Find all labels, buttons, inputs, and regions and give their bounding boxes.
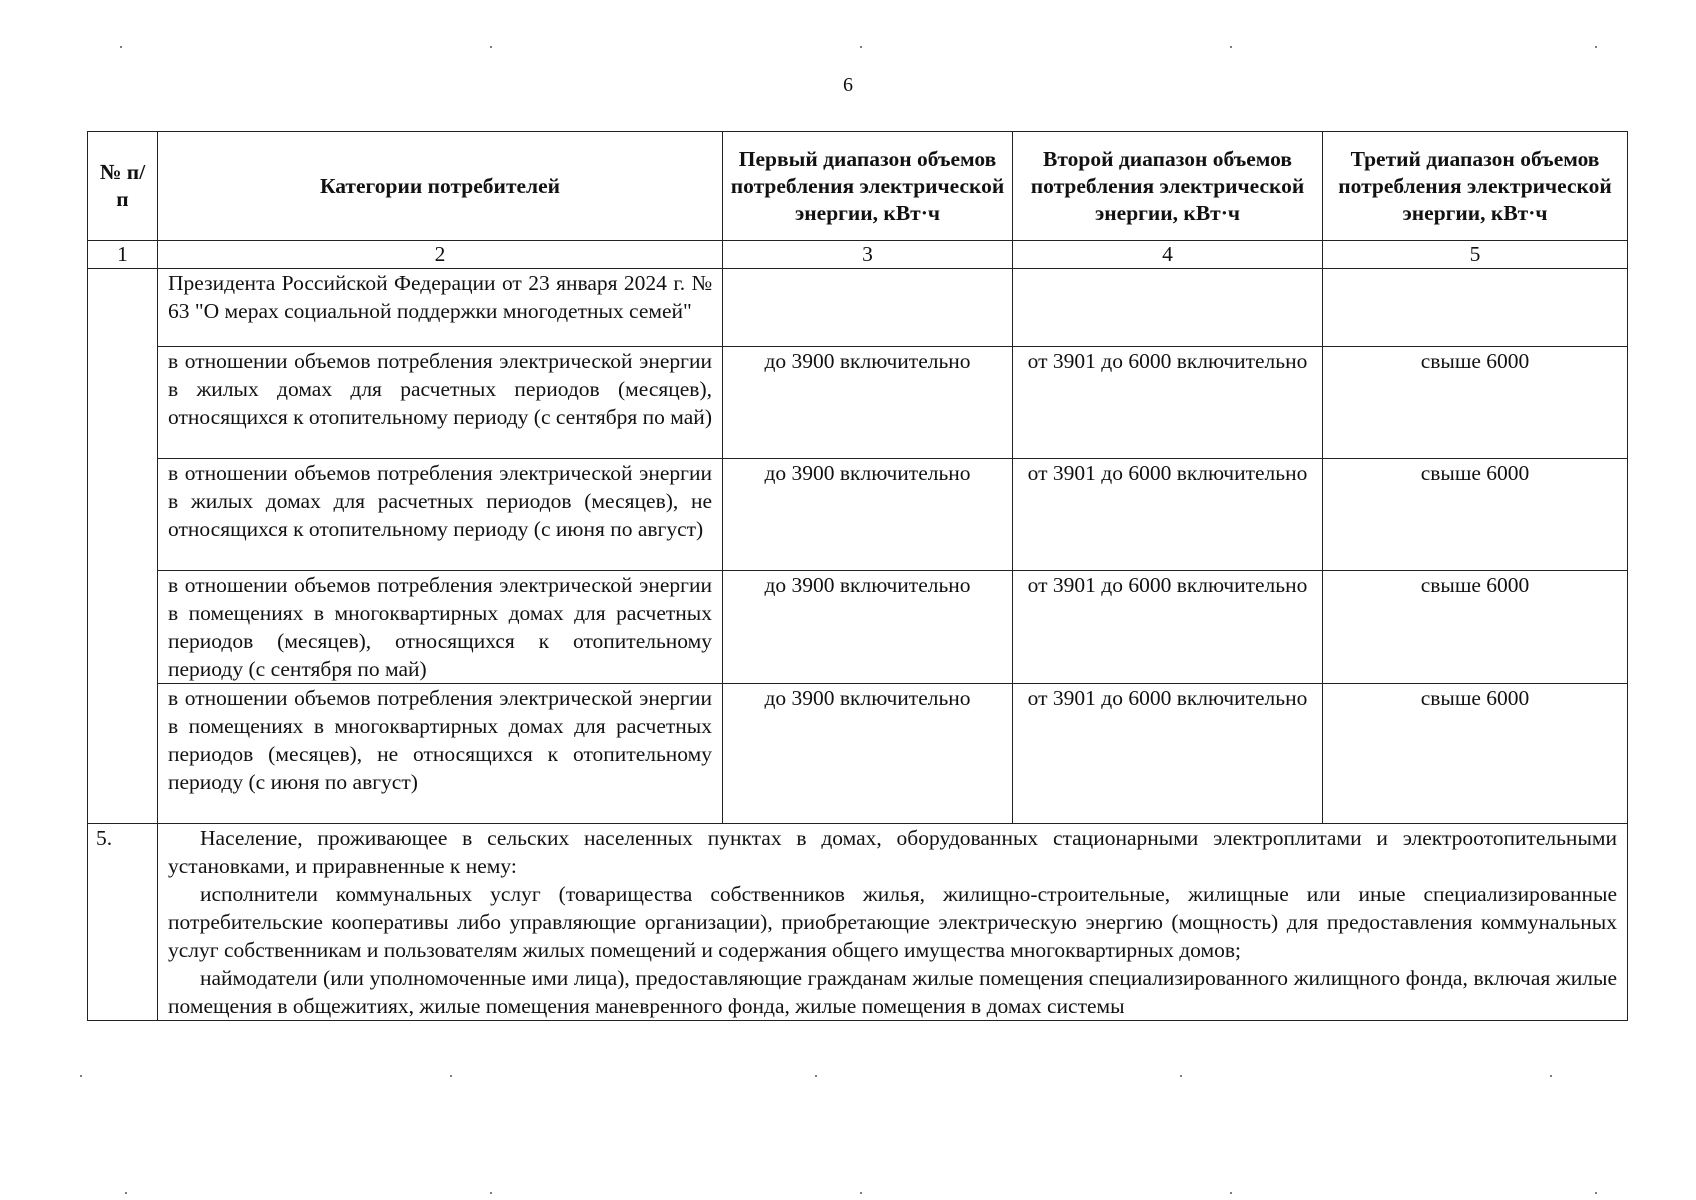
scan-speck [1230, 1192, 1232, 1194]
range-1-cell: до 3900 включительно [723, 347, 1013, 459]
scan-speck [1595, 1192, 1597, 1194]
column-number: 2 [158, 241, 723, 269]
scan-speck [815, 1075, 817, 1077]
tariff-table [87, 131, 1628, 1021]
header-range-1: Первый диапазон объемов потребления электрической энергии, кВт·ч [723, 132, 1013, 241]
scan-speck [80, 1075, 82, 1077]
category-cell: в отношении объемов потребления электрической энергии в жилых домах для расчетных периодов (месяцев), относящихся к отопительному периоду (с сентября по май) [158, 347, 723, 459]
table-row [88, 459, 1628, 571]
range-3-cell [1323, 269, 1628, 347]
scan-speck [1180, 1075, 1182, 1077]
section-5-row [88, 824, 1628, 1021]
row-number-empty [88, 269, 158, 824]
range-3-cell: свыше 6000 [1323, 347, 1628, 459]
column-number-row [88, 241, 1628, 269]
column-number: 1 [88, 241, 158, 269]
section-5-paragraph: Население, проживающее в сельских населенных пунктах в домах, оборудованных стационарными электроплитами и электроотопительными установками, и приравненные к нему: [168, 826, 1617, 878]
row-number: 5. [88, 824, 158, 1021]
category-cell: в отношении объемов потребления электрической энергии в жилых домах для расчетных периодов (месяцев), не относящихся к отопительному периоду (с июня по август) [158, 459, 723, 571]
category-cell: Президента Российской Федерации от 23 января 2024 г. № 63 "О мерах социальной поддержки многодетных семей" [158, 269, 723, 347]
range-2-cell: от 3901 до 6000 включительно [1013, 459, 1323, 571]
table-row [88, 571, 1628, 684]
scan-speck [450, 1075, 452, 1077]
range-1-cell [723, 269, 1013, 347]
column-number: 3 [723, 241, 1013, 269]
scan-speck [1550, 1075, 1552, 1077]
range-1-cell: до 3900 включительно [723, 684, 1013, 824]
range-2-cell: от 3901 до 6000 включительно [1013, 684, 1323, 824]
header-range-3: Третий диапазон объемов потребления электрической энергии, кВт·ч [1323, 132, 1628, 241]
header-range-2: Второй диапазон объемов потребления электрической энергии, кВт·ч [1013, 132, 1323, 241]
range-3-cell: свыше 6000 [1323, 459, 1628, 571]
scan-speck [1595, 46, 1597, 48]
header-number: № п/п [88, 132, 158, 241]
range-1-cell: до 3900 включительно [723, 459, 1013, 571]
scan-speck [490, 1192, 492, 1194]
table-row [88, 269, 1628, 347]
page-number: 6 [843, 74, 853, 96]
header-row [88, 132, 1628, 241]
category-cell: в отношении объемов потребления электрической энергии в помещениях в многоквартирных домах для расчетных периодов (месяцев), относящихся к отопительному периоду (с сентября по май) [158, 571, 723, 684]
scan-speck [860, 1192, 862, 1194]
header-category: Категории потребителей [158, 132, 723, 241]
range-3-cell: свыше 6000 [1323, 684, 1628, 824]
category-cell: в отношении объемов потребления электрической энергии в помещениях в многоквартирных домах для расчетных периодов (месяцев), не относящихся к отопительному периоду (с июня по август) [158, 684, 723, 824]
scan-speck [125, 1192, 127, 1194]
section-5-paragraph: наймодатели (или уполномоченные ими лица), предоставляющие гражданам жилые помещения специализированного жилищного фонда, включая жилые помещения в общежитиях, жилые помещения маневренного фонда, жилые помещения в домах системы [168, 966, 1617, 1018]
scan-speck [120, 46, 122, 48]
section-5-paragraph: исполнители коммунальных услуг (товарищества собственников жилья, жилищно-строительные, жилищные или иные специализированные потребительские кооперативы либо управляющие организации), приобретающие электрическую энергию (мощность) для предоставления коммунальных услуг собственникам и пользователям жилых помещений и содержания общего имущества многоквартирных домов; [168, 882, 1617, 962]
range-2-cell: от 3901 до 6000 включительно [1013, 347, 1323, 459]
section-5-text [158, 824, 1628, 1021]
column-number: 4 [1013, 241, 1323, 269]
scan-speck [1230, 46, 1232, 48]
table-row [88, 347, 1628, 459]
scan-speck [490, 46, 492, 48]
range-3-cell: свыше 6000 [1323, 571, 1628, 684]
table-row [88, 684, 1628, 824]
range-1-cell: до 3900 включительно [723, 571, 1013, 684]
range-2-cell [1013, 269, 1323, 347]
scan-speck [860, 46, 862, 48]
column-number: 5 [1323, 241, 1628, 269]
range-2-cell: от 3901 до 6000 включительно [1013, 571, 1323, 684]
